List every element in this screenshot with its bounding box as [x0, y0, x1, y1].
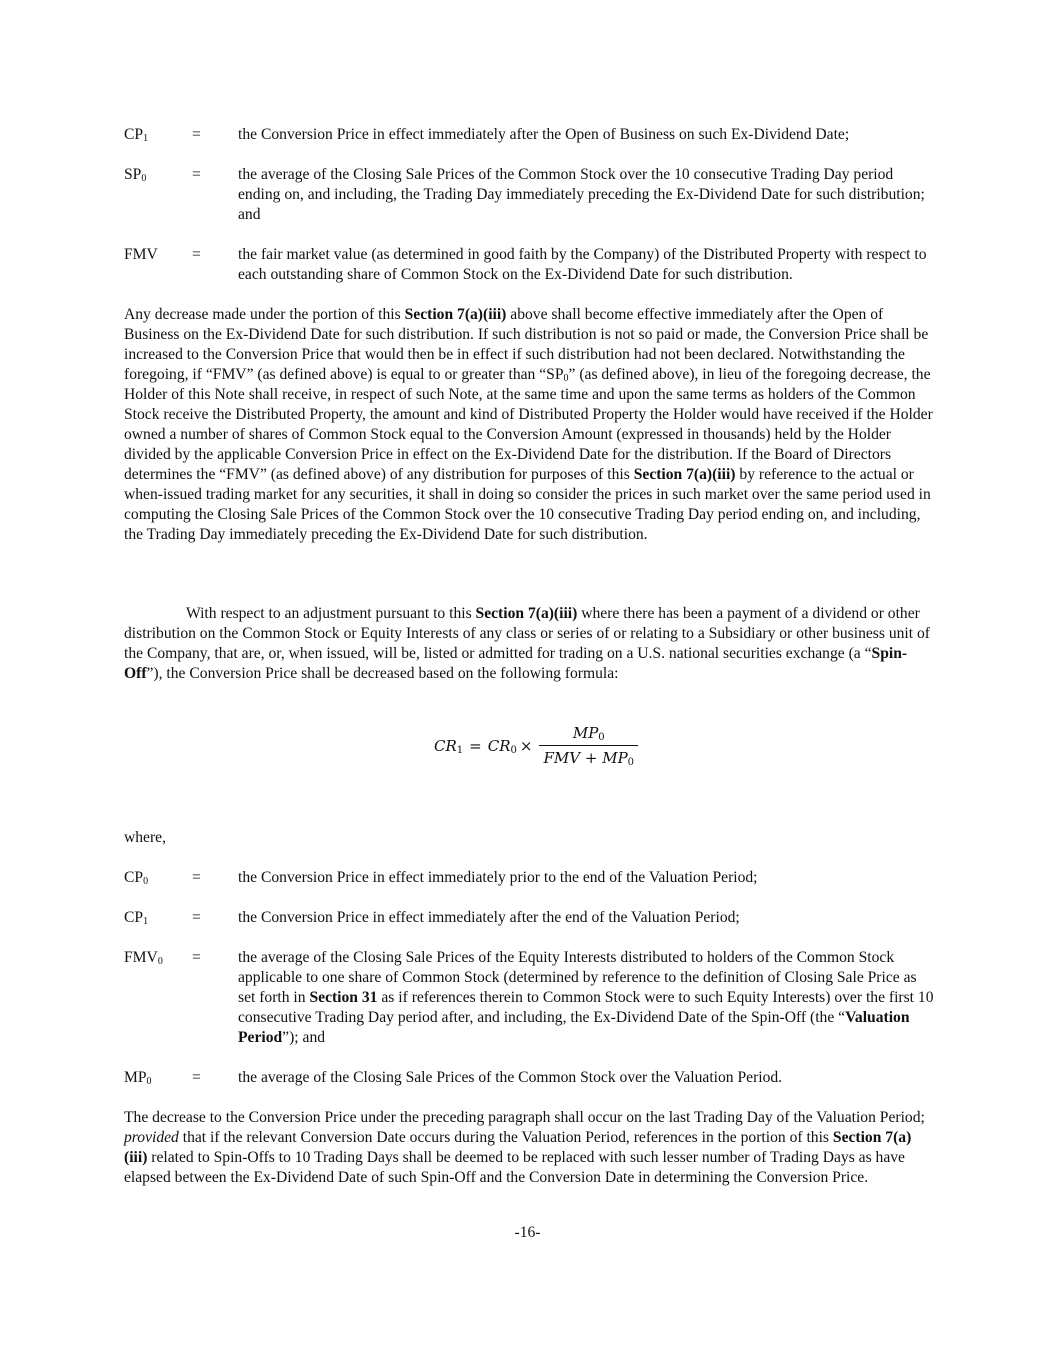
- definition-text: the Conversion Price in effect immediately prior to the end of the Valuation Period;: [238, 869, 758, 886]
- definition-fmv0: [124, 948, 934, 1048]
- formula-equals: =: [469, 736, 482, 755]
- definition-symbol: FMV: [124, 246, 158, 263]
- definition-symbol: $CP_1$: [124, 126, 149, 144]
- definition-cp1-valuation: [124, 908, 934, 928]
- definition-text: the fair market value (as determined in good faith by the Company) of the Distributed Property with respect to each outstanding share of Common Stock on the Ex-Dividend Date for such distribution.: [238, 246, 927, 283]
- definition-cp0: [124, 868, 934, 888]
- equals-sign: =: [192, 909, 201, 926]
- equals-sign: =: [192, 126, 201, 143]
- formula-numerator: $MP_0$: [572, 724, 605, 743]
- definition-text: the Conversion Price in effect immediately after the Open of Business on such Ex-Dividend Date;: [238, 126, 850, 143]
- definition-symbol: $MP_0$: [124, 1069, 152, 1087]
- definition-symbol: $FMV_0$: [124, 949, 163, 967]
- paragraph-decrease-effective: Any decrease made under the portion of this Section 7(a)(iii) above shall become effective immediately after the Open of Business on the Ex-Dividend Date for such distribution. If such distribution is not so paid or made, the Conversion Price shall be increased to the Conversion Price that would then be in effect if such distribution had not been declared. Notwithstanding the foregoing, if “FMV” (as defined above) is equal to or greater than “$SP_0$” (as defined above), in lieu of the foregoing decrease, the Holder of this Note shall receive, in respect of such Note, at the same time and upon the same terms as holders of the Common Stock receive the Distributed Property, the amount and kind of Distributed Property the Holder would have received if the Holder owned a number of shares of Common Stock equal to the Conversion Amount (expressed in thousands) held by the Holder divided by the applicable Conversion Price in effect on the Ex-Dividend Date for the distribution. If the Board of Directors determines the “FMV” (as defined above) of any distribution for purposes of this Section 7(a)(iii) by reference to the actual or when-issued trading market for any securities, it shall in doing so consider the prices in such market over the same period used in computing the Closing Sale Prices of the Common Stock over the 10 consecutive Trading Day period ending on, and including, the Trading Day immediately preceding the Ex-Dividend Date for such distribution.: [124, 306, 933, 543]
- equals-sign: =: [192, 1069, 201, 1086]
- formula-times: ×: [519, 736, 533, 755]
- definition-text: the average of the Closing Sale Prices of the Common Stock over the Valuation Period.: [238, 1069, 783, 1086]
- definition-mp0: [124, 1068, 934, 1088]
- paragraph-spin-off: With respect to an adjustment pursuant to this Section 7(a)(iii) where there has been a payment of a dividend or other distribution on the Common Stock or Equity Interests of any class or series of or relating to a Subsidiary or other business unit of the Company, that are, or, when issued, will be, listed or admitted for trading on a U.S. national securities exchange (a “Spin-Off”), the Conversion Price shall be decreased based on the following formula:: [124, 605, 930, 682]
- formula-rhs: $CR_0$: [487, 736, 517, 756]
- definition-fmv: [124, 245, 934, 285]
- equals-sign: =: [192, 166, 201, 183]
- equals-sign: =: [192, 949, 201, 966]
- equals-sign: =: [192, 869, 201, 886]
- definition-symbol: $SP_0$: [124, 166, 147, 184]
- formula-lhs: $CR_1$: [434, 736, 464, 756]
- definition-text: the Conversion Price in effect immediately after the end of the Valuation Period;: [238, 909, 740, 926]
- definition-text: the average of the Closing Sale Prices of the Common Stock over the 10 consecutive Trading Day period ending on, and including, the Trading Day immediately preceding the Ex-Dividend Date for such distribution; and: [238, 166, 925, 223]
- formula-fraction: [539, 723, 638, 768]
- paragraph-valuation-period: The decrease to the Conversion Price under the preceding paragraph shall occur on the last Trading Day of the Valuation Period; provided that if the relevant Conversion Date occurs during the Valuation Period, references in the portion of this Section 7(a)(iii) related to Spin-Offs to 10 Trading Days shall be deemed to be replaced with such lesser number of Trading Days as have elapsed between the Ex-Dividend Date of such Spin-Off and the Conversion Date in determining the Conversion Price.: [124, 1109, 925, 1186]
- spin-off-formula: [434, 723, 638, 768]
- equals-sign: =: [192, 246, 201, 263]
- definition-text: the average of the Closing Sale Prices of the Equity Interests distributed to holders of the Common Stock applicable to one share of Common Stock (determined by reference to the definition of Closing Sale Price as set forth in Section 31 as if references therein to Common Stock were to such Equity Interests) over the first 10 consecutive Trading Day period after, and including, the Ex-Dividend Date of the Spin-Off (the “Valuation Period”); and: [238, 949, 934, 1046]
- definition-symbol: $CP_1$: [124, 909, 149, 927]
- where-label: where,: [124, 829, 166, 846]
- definition-cp1: [124, 125, 934, 145]
- definition-sp0: [124, 165, 934, 225]
- definition-symbol: $CP_0$: [124, 869, 149, 887]
- page-number: -16-: [514, 1224, 541, 1241]
- formula-denominator: FMV + $MP_0$: [539, 745, 638, 768]
